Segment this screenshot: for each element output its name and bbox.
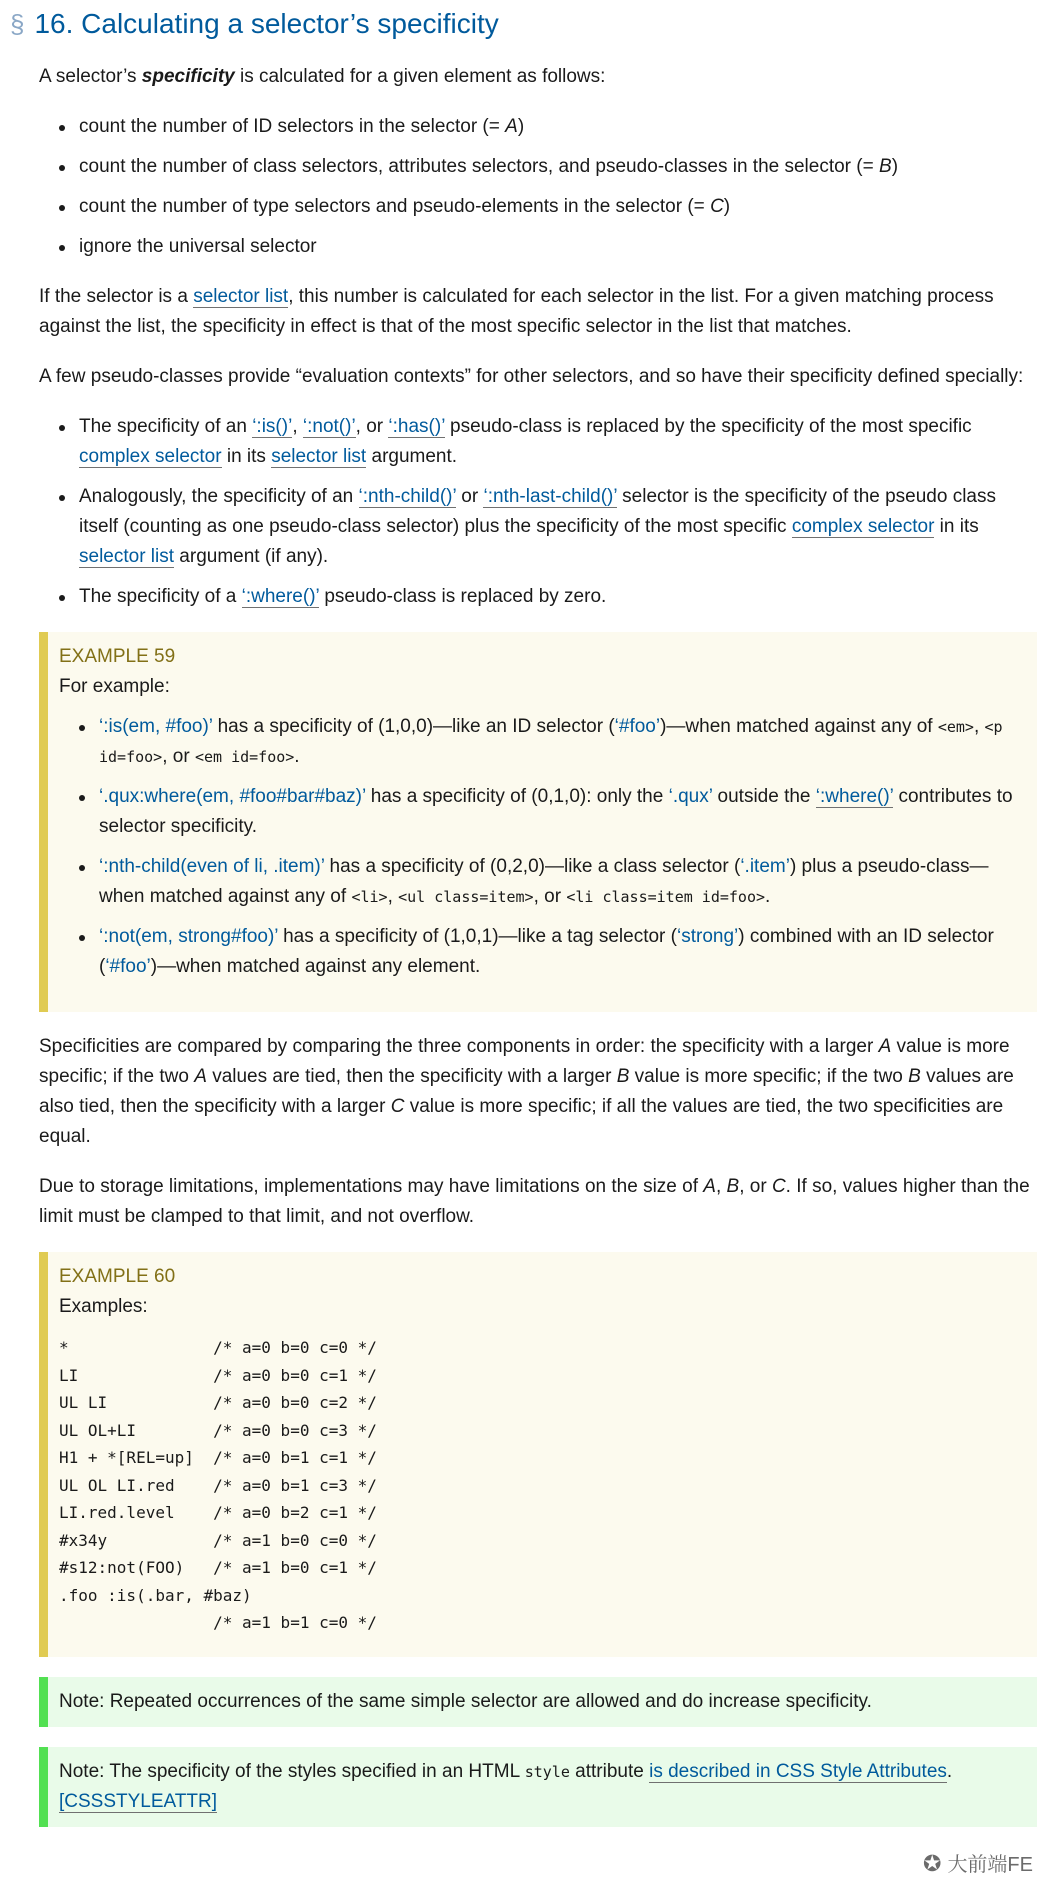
complex-selector-link[interactable]: complex selector bbox=[791, 516, 935, 537]
note-repeated-selectors: Note: Repeated occurrences of the same simple selector are allowed and do increase specificity. bbox=[39, 1677, 1037, 1727]
selector-list-paragraph: If the selector is a selector list, this number is calculated for each selector in the list. For a given matching process against the list, the specificity in effect is that of the most specific selector in the list that matches. bbox=[39, 286, 994, 337]
term-specificity[interactable]: specificity bbox=[141, 66, 235, 87]
where-link[interactable]: ‘:where()’ bbox=[241, 586, 320, 607]
nth-last-child-link[interactable]: ‘:nth-last-child()’ bbox=[483, 486, 617, 507]
has-link[interactable]: ‘:has()’ bbox=[388, 416, 445, 437]
list-item: The specificity of a ‘:where()’ pseudo-class is replaced by zero. bbox=[79, 582, 1037, 612]
example-59-label[interactable]: EXAMPLE 59 bbox=[59, 646, 176, 667]
example-59-list bbox=[59, 712, 1017, 982]
example-60-code-block: * /* a=0 b=0 c=0 */ LI /* a=0 b=0 c=1 */ UL LI /* a=0 b=0 c=2 */ UL OL+LI /* a=0 b=0 c=3 */ H1 + *[REL=up] /* a=0 b=1 c=1 */ UL OL LI.red /* a=0 b=1 c=3 */ LI.red.level /* a=0 b=2 c=1 */ #x34y /* a=1 b=0 c=0 */ #s12:not(FOO) /* a=1 b=0 c=1 */ .foo :is(.bar, #baz) /* a=1 b=1 c=0 */ bbox=[59, 1338, 377, 1632]
storage-paragraph: Due to storage limitations, implementations may have limitations on the size of A, B, or C. If so, values higher than the limit must be clamped to that limit, and not overflow. bbox=[39, 1176, 1030, 1227]
comparison-paragraph: Specificities are compared by comparing the three components in order: the specificity with a larger A value is more specific; if the two A values are tied, then the specificity with a larger B value is more specific; if the two B values are also tied, then the specificity with a larger C value is more specific; if all the values are tied, the two specificities are equal. bbox=[39, 1036, 1014, 1147]
nth-child-link[interactable]: ‘:nth-child()’ bbox=[358, 486, 457, 507]
evaluation-contexts-paragraph: A few pseudo-classes provide “evaluation contexts” for other selectors, and so have their specificity defined specially: bbox=[39, 366, 1024, 387]
list-item: count the number of class selectors, attributes selectors, and pseudo-classes in the selector (= B) bbox=[79, 152, 1037, 182]
watermark-text: 大前端FE bbox=[947, 1854, 1033, 1876]
section-heading bbox=[10, 4, 499, 44]
watermark bbox=[923, 1850, 1033, 1879]
intro-paragraph: A selector’s specificity is calculated for a given element as follows: bbox=[39, 66, 606, 87]
selector-list-link[interactable]: selector list bbox=[193, 286, 289, 307]
page-title: 16. Calculating a selector’s specificity bbox=[34, 8, 499, 39]
selector-list-link[interactable]: selector list bbox=[271, 446, 367, 467]
list-item: count the number of type selectors and pseudo-elements in the selector (= C) bbox=[79, 192, 1037, 222]
evaluation-list bbox=[39, 412, 1037, 612]
example-59 bbox=[39, 632, 1037, 1012]
example-60 bbox=[39, 1252, 1037, 1657]
example-59-intro: For example: bbox=[59, 676, 170, 697]
list-item: ‘:is(em, #foo)’ has a specificity of (1,0,0)—like an ID selector (‘#foo’)—when matched against any of <em>, <p id=foo>, or <em id=foo>. bbox=[99, 712, 1017, 772]
css-style-attributes-link[interactable]: is described in CSS Style Attributes bbox=[649, 1760, 947, 1782]
where-link[interactable]: ‘:where()’ bbox=[815, 786, 894, 807]
complex-selector-link[interactable]: complex selector bbox=[79, 446, 222, 467]
note-style-attribute: Note: The specificity of the styles specified in an HTML style attribute is described in CSS Style Attributes. [CSSSTYLEATTR] bbox=[39, 1747, 1037, 1827]
list-item: ‘:nth-child(even of li, .item)’ has a specificity of (0,2,0)—like a class selector (‘.item’) plus a pseudo-class—when matched against any of <li>, <ul class=item>, or <li class=item id=foo>. bbox=[99, 852, 1017, 912]
list-item: Analogously, the specificity of an ‘:nth-child()’ or ‘:nth-last-child()’ selector is the specificity of the pseudo class itself (counting as one pseudo-class selector) plus the specificity of the most specific complex selector in its selector list argument (if any). bbox=[79, 482, 1037, 572]
cssstyleattr-reference-link[interactable]: [CSSSTYLEATTR] bbox=[59, 1790, 218, 1812]
list-item: count the number of ID selectors in the selector (= A) bbox=[79, 112, 1037, 142]
count-list bbox=[39, 112, 1037, 262]
example-60-label[interactable]: EXAMPLE 60 bbox=[59, 1266, 176, 1287]
section-anchor-link[interactable]: § bbox=[10, 9, 25, 39]
list-item: ignore the universal selector bbox=[79, 232, 1037, 262]
selector-list-link[interactable]: selector list bbox=[79, 546, 175, 567]
main-content bbox=[39, 62, 1037, 1847]
list-item: ‘.qux:where(em, #foo#bar#baz)’ has a specificity of (0,1,0): only the ‘.qux’ outside the ‘:where()’ contributes to selector specificity. bbox=[99, 782, 1017, 842]
not-link[interactable]: ‘:not()’ bbox=[302, 416, 356, 437]
wechat-icon: ✪ bbox=[923, 1851, 942, 1876]
list-item: The specificity of an ‘:is()’, ‘:not()’, or ‘:has()’ pseudo-class is replaced by the specificity of the most specific complex selector in its selector list argument. bbox=[79, 412, 1037, 472]
is-link[interactable]: ‘:is()’ bbox=[252, 416, 293, 437]
example-60-intro: Examples: bbox=[59, 1296, 148, 1317]
list-item: ‘:not(em, strong#foo)’ has a specificity of (1,0,1)—like a tag selector (‘strong’) combined with an ID selector (‘#foo’)—when matched against any element. bbox=[99, 922, 1017, 982]
